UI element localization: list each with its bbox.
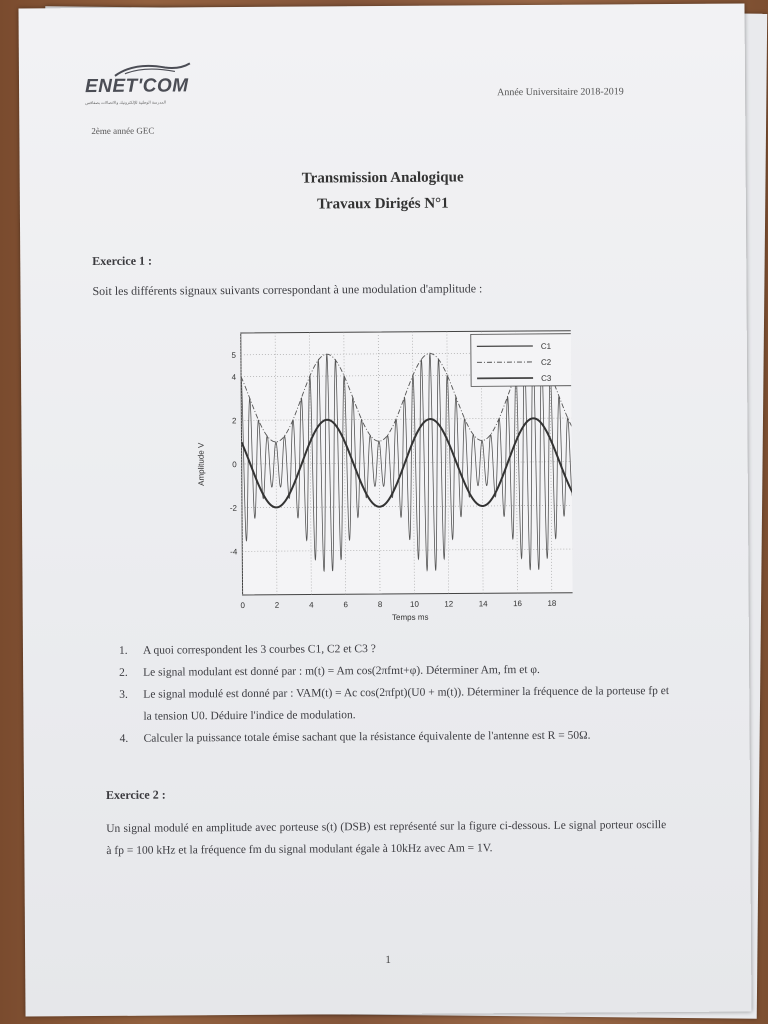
y-axis-label: Amplitude V <box>196 442 206 486</box>
page-number: 1 <box>385 953 391 967</box>
logo-text: ENET'COM <box>84 75 189 98</box>
question-list <box>119 636 680 750</box>
y-tick-label: 5 <box>231 350 236 360</box>
x-tick-label: 2 <box>274 600 280 610</box>
y-tick-label: 2 <box>231 416 237 426</box>
am-signals-chart <box>191 321 573 634</box>
y-tick-label: 0 <box>232 460 237 470</box>
x-tick-label: 4 <box>309 600 314 610</box>
y-tick-label: 4 <box>231 372 237 382</box>
x-axis-label: Temps ms <box>391 612 429 622</box>
legend-label: C3 <box>541 373 552 383</box>
course-title: Transmission Analogique <box>301 169 464 187</box>
legend-label: C1 <box>540 341 552 351</box>
y-tick-label: -2 <box>229 503 238 513</box>
exercise1-intro: Soit les différents signaux suivants correspondant à une modulation d'amplitude : <box>92 281 483 299</box>
question-item <box>119 680 679 728</box>
x-tick-label: 8 <box>377 600 383 610</box>
x-tick-label: 10 <box>409 599 419 609</box>
x-tick-label: 6 <box>343 600 348 610</box>
legend-label: C2 <box>540 357 552 367</box>
question-item <box>120 724 680 750</box>
level-label: 2ème année GEC <box>91 125 155 137</box>
x-tick-label: 12 <box>444 599 454 609</box>
x-tick-label: 16 <box>513 599 523 609</box>
x-tick-label: 18 <box>547 598 557 608</box>
question-text: Calculer la puissance totale émise sachant que la résistance équivalente de l'antenne est R = 50Ω. <box>143 729 591 745</box>
enetcom-logo <box>85 59 195 112</box>
x-tick-label: 14 <box>478 599 488 609</box>
question-number: 3. <box>119 688 128 701</box>
td-title: Travaux Dirigés N°1 <box>317 195 449 213</box>
academic-year: Année Universitaire 2018-2019 <box>497 86 624 99</box>
question-number: 4. <box>119 732 129 745</box>
exercise1-heading: Exercice 1 : <box>92 253 153 269</box>
exercise2-heading: Exercice 2 : <box>105 787 166 802</box>
x-tick-label: 0 <box>240 600 245 611</box>
question-text: Le signal modulant est donné par : m(t) = Am cos(2πfmt+φ). Déterminer Am, fm et φ. <box>143 663 540 679</box>
question-number: 1. <box>118 644 128 657</box>
logo-subtitle: المدرسة الوطنية للإلكترونيك والاتصالات بصفاقس <box>85 99 167 106</box>
question-number: 2. <box>119 666 128 679</box>
question-text: Le signal modulé est donné par : VAM(t) = Ac cos(2πfpt)(U0 + m(t)). Déterminer la fréquence de la porteuse fp et la tension U0. Déduire l'indice de modulation. <box>143 685 670 723</box>
question-text: A quoi correspondent les 3 courbes C1, C2 et C3 ? <box>142 643 376 657</box>
document-page <box>18 3 751 1016</box>
exercise2-text: Un signal modulé en amplitude avec porteuse s(t) (DSB) est représenté sur la figure ci-dessous. Le signal porteur oscille à fp = 100 kHz et la fréquence fm du signal modulant égale à 10kHz avec Am = 1V. <box>106 819 667 857</box>
y-tick-label: -4 <box>230 547 238 557</box>
